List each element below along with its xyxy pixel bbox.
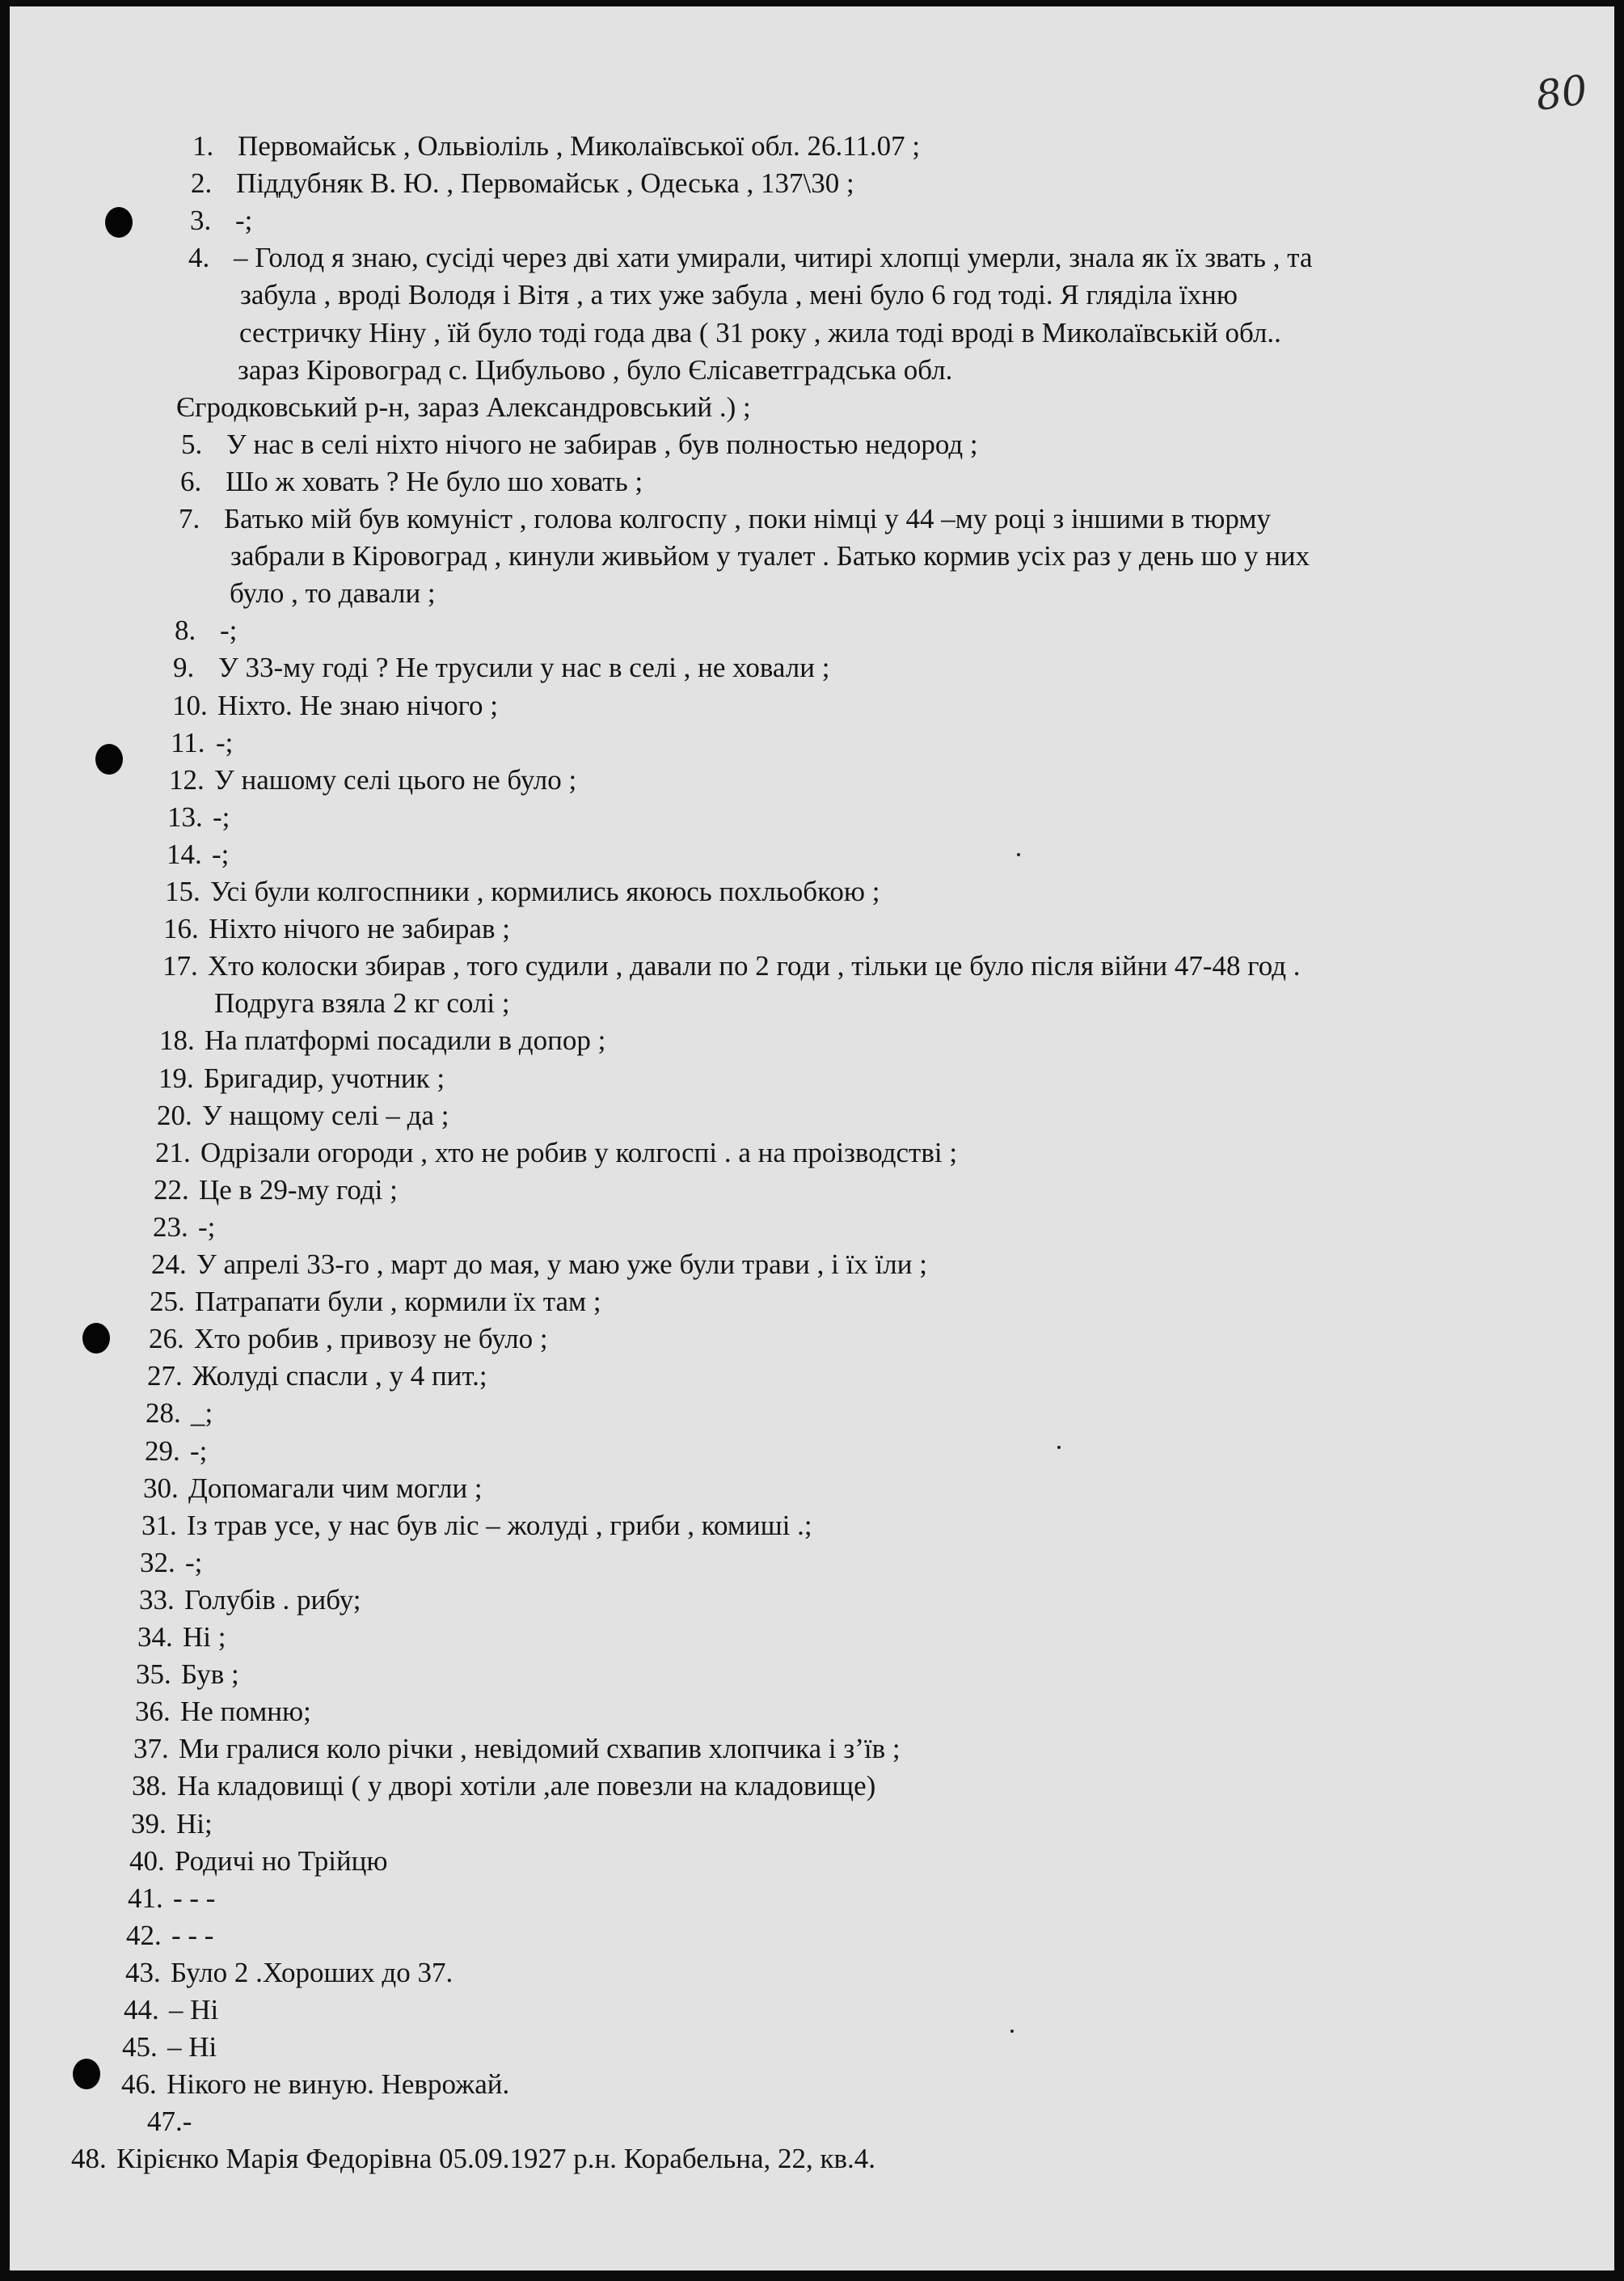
list-item	[71, 2142, 875, 2176]
item-text: забула , вроді Володя і Вітя , а тих уже забула , мені було 6 год тоді. Я гляділа їхню	[240, 279, 1238, 310]
list-item	[125, 1956, 453, 1990]
item-number: 44.	[124, 1994, 159, 2025]
item-number: 47.	[147, 2106, 183, 2137]
list-item	[147, 2105, 192, 2139]
answer-list	[10, 6, 1614, 2270]
list-item	[167, 800, 230, 834]
list-item-continuation	[176, 391, 751, 425]
item-number: 36.	[135, 1696, 171, 1727]
item-text: Це в 29-му годі ;	[199, 1174, 398, 1206]
item-number: 37.	[133, 1733, 169, 1764]
item-number: 16.	[163, 913, 199, 944]
list-item	[133, 1732, 901, 1766]
page-number: 80	[1533, 65, 1591, 120]
item-number: 15.	[165, 876, 200, 907]
item-number: 1.	[192, 130, 214, 162]
item-number: 22.	[154, 1174, 189, 1206]
item-text: Допомагали чим могли ;	[188, 1472, 483, 1504]
list-item	[128, 1882, 215, 1916]
list-item	[147, 1359, 487, 1393]
item-text: -;	[198, 1211, 216, 1243]
list-item	[143, 1472, 483, 1506]
item-text: Хто робив , привозу не було ;	[194, 1323, 548, 1354]
item-text: було , то давали ;	[230, 577, 436, 609]
item-text: Не помню;	[180, 1696, 311, 1727]
list-item	[149, 1322, 548, 1356]
item-number: 28.	[146, 1397, 181, 1429]
document-page	[10, 6, 1614, 2270]
item-text: Єгродковський р-н, зараз Александровський .) ;	[176, 391, 751, 423]
item-number: 6.	[180, 466, 202, 497]
list-item	[171, 726, 233, 760]
item-number: 26.	[149, 1323, 184, 1354]
item-number: 39.	[131, 1808, 167, 1840]
item-text: -	[182, 2106, 192, 2137]
item-text: -;	[235, 205, 253, 236]
item-number: 40.	[129, 1845, 165, 1877]
list-item	[179, 502, 1271, 536]
list-item	[157, 1099, 449, 1133]
item-text: У апрелі 33-го , март до мая, у маю уже були трави , і їх їли ;	[196, 1248, 927, 1280]
item-number: 19.	[158, 1062, 194, 1094]
list-item	[175, 614, 237, 648]
item-number: 48.	[71, 2143, 107, 2174]
item-number: 32.	[140, 1547, 175, 1578]
item-text: -;	[213, 801, 230, 833]
item-number: 20.	[157, 1100, 192, 1131]
list-item	[135, 1695, 311, 1729]
list-item	[121, 2068, 509, 2101]
list-item	[154, 1173, 398, 1207]
item-number: 18.	[159, 1024, 195, 1056]
item-number: 5.	[181, 429, 203, 460]
item-text: Одрізали огороди , хто не робив у колгоспі . а на проізводстві ;	[200, 1137, 958, 1168]
item-text: Жолуді спасли , у 4 пит.;	[192, 1360, 487, 1392]
item-number: 17.	[162, 950, 198, 982]
list-item-continuation	[238, 353, 952, 387]
item-text: -;	[220, 615, 238, 646]
item-text: зараз Кіровоград с. Цибульово , було Єлісаветградська обл.	[238, 354, 953, 386]
list-item	[181, 428, 978, 462]
item-text: На кладовищі ( у дворі хотіли ,але повезли на кладовище)	[177, 1770, 876, 1802]
list-item	[139, 1583, 361, 1617]
list-item	[129, 1844, 388, 1878]
item-number: 10.	[172, 690, 208, 721]
item-text: сестричку Ніну , їй було тоді года два ( 31 року , жила тоді вроді в Миколаївській обл..	[239, 317, 1281, 348]
list-item	[153, 1210, 215, 1244]
item-text: На платформі посадили в допор ;	[205, 1024, 606, 1056]
item-number: 4.	[188, 242, 210, 273]
item-text: Ми гралися коло річки , невідомий схвапив хлопчика і з’їв ;	[179, 1733, 901, 1764]
item-text: Шо ж ховать ? Не було шо ховать ;	[226, 466, 643, 497]
item-number: 11.	[171, 727, 205, 758]
list-item	[136, 1658, 239, 1692]
list-item	[169, 763, 576, 797]
item-text: -;	[190, 1435, 208, 1467]
item-number: 33.	[139, 1584, 175, 1616]
item-number: 45.	[122, 2031, 158, 2063]
list-item-continuation	[230, 539, 1310, 573]
item-number: 25.	[150, 1286, 185, 1317]
item-text: Нікого не виную. Неврожай.	[167, 2068, 510, 2100]
item-number: 14.	[167, 838, 202, 870]
list-item	[158, 1062, 445, 1096]
list-item	[190, 204, 252, 238]
item-text: Був ;	[181, 1658, 239, 1690]
list-item	[145, 1434, 207, 1468]
item-number: 38.	[132, 1770, 167, 1802]
item-text: Хто колоски збирав , того судили , давали по 2 годи , тільки це було після війни 47-48 год .	[208, 950, 1301, 982]
item-text: Було 2 .Хороших до 37.	[171, 1957, 453, 1988]
item-number: 46.	[121, 2068, 157, 2100]
list-item	[150, 1285, 601, 1319]
item-number: 13.	[167, 801, 203, 833]
item-text: _;	[191, 1397, 213, 1429]
list-item	[180, 465, 643, 499]
item-number: 12.	[169, 764, 205, 796]
item-text: Ніхто. Не знаю нічого ;	[217, 690, 499, 721]
item-number: 34.	[137, 1621, 173, 1653]
item-text: Ніхто нічого не забирав ;	[209, 913, 510, 944]
item-number: 7.	[179, 503, 200, 534]
item-text: - - -	[171, 1920, 214, 1951]
item-text: Родичі но Трійцю	[175, 1845, 388, 1877]
list-item	[131, 1807, 213, 1841]
item-text: У нас в селі ніхто нічого не забирав , був полностью недород ;	[226, 429, 978, 460]
item-text: -;	[216, 727, 234, 758]
item-text: У 33-му годі ? Не трусили у нас в селі , не ховали ;	[218, 652, 830, 683]
item-number: 30.	[143, 1472, 179, 1504]
list-item	[167, 838, 229, 872]
item-text: – Голод я знаю, сусіді через дві хати умирали, читирі хлопці умерли, знала як їх звать , та	[234, 242, 1313, 273]
list-item	[173, 651, 829, 685]
item-text: Подруга взяла 2 кг солі ;	[214, 987, 510, 1019]
item-text: Із трав усе, у нас був ліс – жолуді , гриби , комиші .;	[187, 1510, 812, 1541]
list-item	[163, 912, 510, 946]
list-item	[126, 1919, 213, 1953]
list-item-continuation	[239, 316, 1281, 350]
item-number: 27.	[147, 1360, 183, 1392]
item-text: У нашому селі цього не було ;	[214, 764, 577, 796]
item-text: Ні ;	[183, 1621, 226, 1653]
list-item-continuation	[214, 986, 510, 1020]
item-text: Піддубняк В. Ю. , Первомайськ , Одеська , 137\30 ;	[236, 167, 854, 199]
item-text: Первомайськ , Ольвіоліль , Миколаївської обл. 26.11.07 ;	[238, 130, 921, 162]
list-item	[124, 1993, 218, 2027]
item-number: 43.	[125, 1957, 161, 1988]
list-item	[141, 1509, 812, 1543]
item-text: Бригадир, учотник ;	[204, 1062, 445, 1094]
item-text: Усі були колгоспники , кормились якоюсь похльобкою ;	[210, 876, 880, 907]
item-number: 9.	[173, 652, 195, 683]
item-number: 8.	[175, 615, 196, 646]
item-text: забрали в Кіровоград , кинули живьйом у туалет . Батько кормив усіх раз у день шо у них	[230, 540, 1310, 572]
item-text: – Ні	[169, 1994, 219, 2025]
list-item	[122, 2030, 217, 2064]
item-number: 29.	[145, 1435, 180, 1467]
item-number: 2.	[191, 167, 213, 199]
list-item	[162, 949, 1301, 983]
list-item	[151, 1248, 927, 1282]
item-number: 35.	[136, 1658, 171, 1690]
item-text: Голубів . рибу;	[184, 1584, 361, 1616]
item-number: 23.	[153, 1211, 188, 1243]
list-item	[146, 1396, 213, 1430]
item-text: Ні;	[176, 1808, 213, 1840]
item-text: Батько мій був комуніст , голова колгоспу , поки німці у 44 –му році з іншими в тюрму	[224, 503, 1272, 534]
item-text: -;	[212, 838, 230, 870]
list-item	[188, 241, 1313, 275]
item-text: У нащому селі – да ;	[202, 1100, 449, 1131]
item-number: 24.	[151, 1248, 187, 1280]
list-item	[140, 1546, 202, 1580]
list-item	[132, 1769, 875, 1803]
item-text: Патрапати були , кормили їх там ;	[195, 1286, 601, 1317]
item-number: 3.	[190, 205, 212, 236]
list-item	[172, 689, 498, 723]
item-text: – Ні	[167, 2031, 217, 2063]
list-item	[155, 1136, 957, 1170]
item-number: 21.	[155, 1137, 191, 1168]
list-item	[191, 167, 854, 201]
item-text: -;	[185, 1547, 203, 1578]
item-text: - - -	[173, 1882, 216, 1914]
item-number: 31.	[141, 1510, 177, 1541]
list-item-continuation	[240, 278, 1238, 312]
list-item	[137, 1620, 226, 1654]
list-item	[165, 875, 879, 909]
list-item	[159, 1024, 605, 1058]
item-text: Кірієнко Марія Федорівна 05.09.1927 р.н. Корабельна, 22, кв.4.	[116, 2143, 876, 2174]
list-item-continuation	[230, 577, 436, 610]
item-number: 41.	[128, 1882, 163, 1914]
list-item	[192, 129, 920, 163]
item-number: 42.	[126, 1920, 162, 1951]
